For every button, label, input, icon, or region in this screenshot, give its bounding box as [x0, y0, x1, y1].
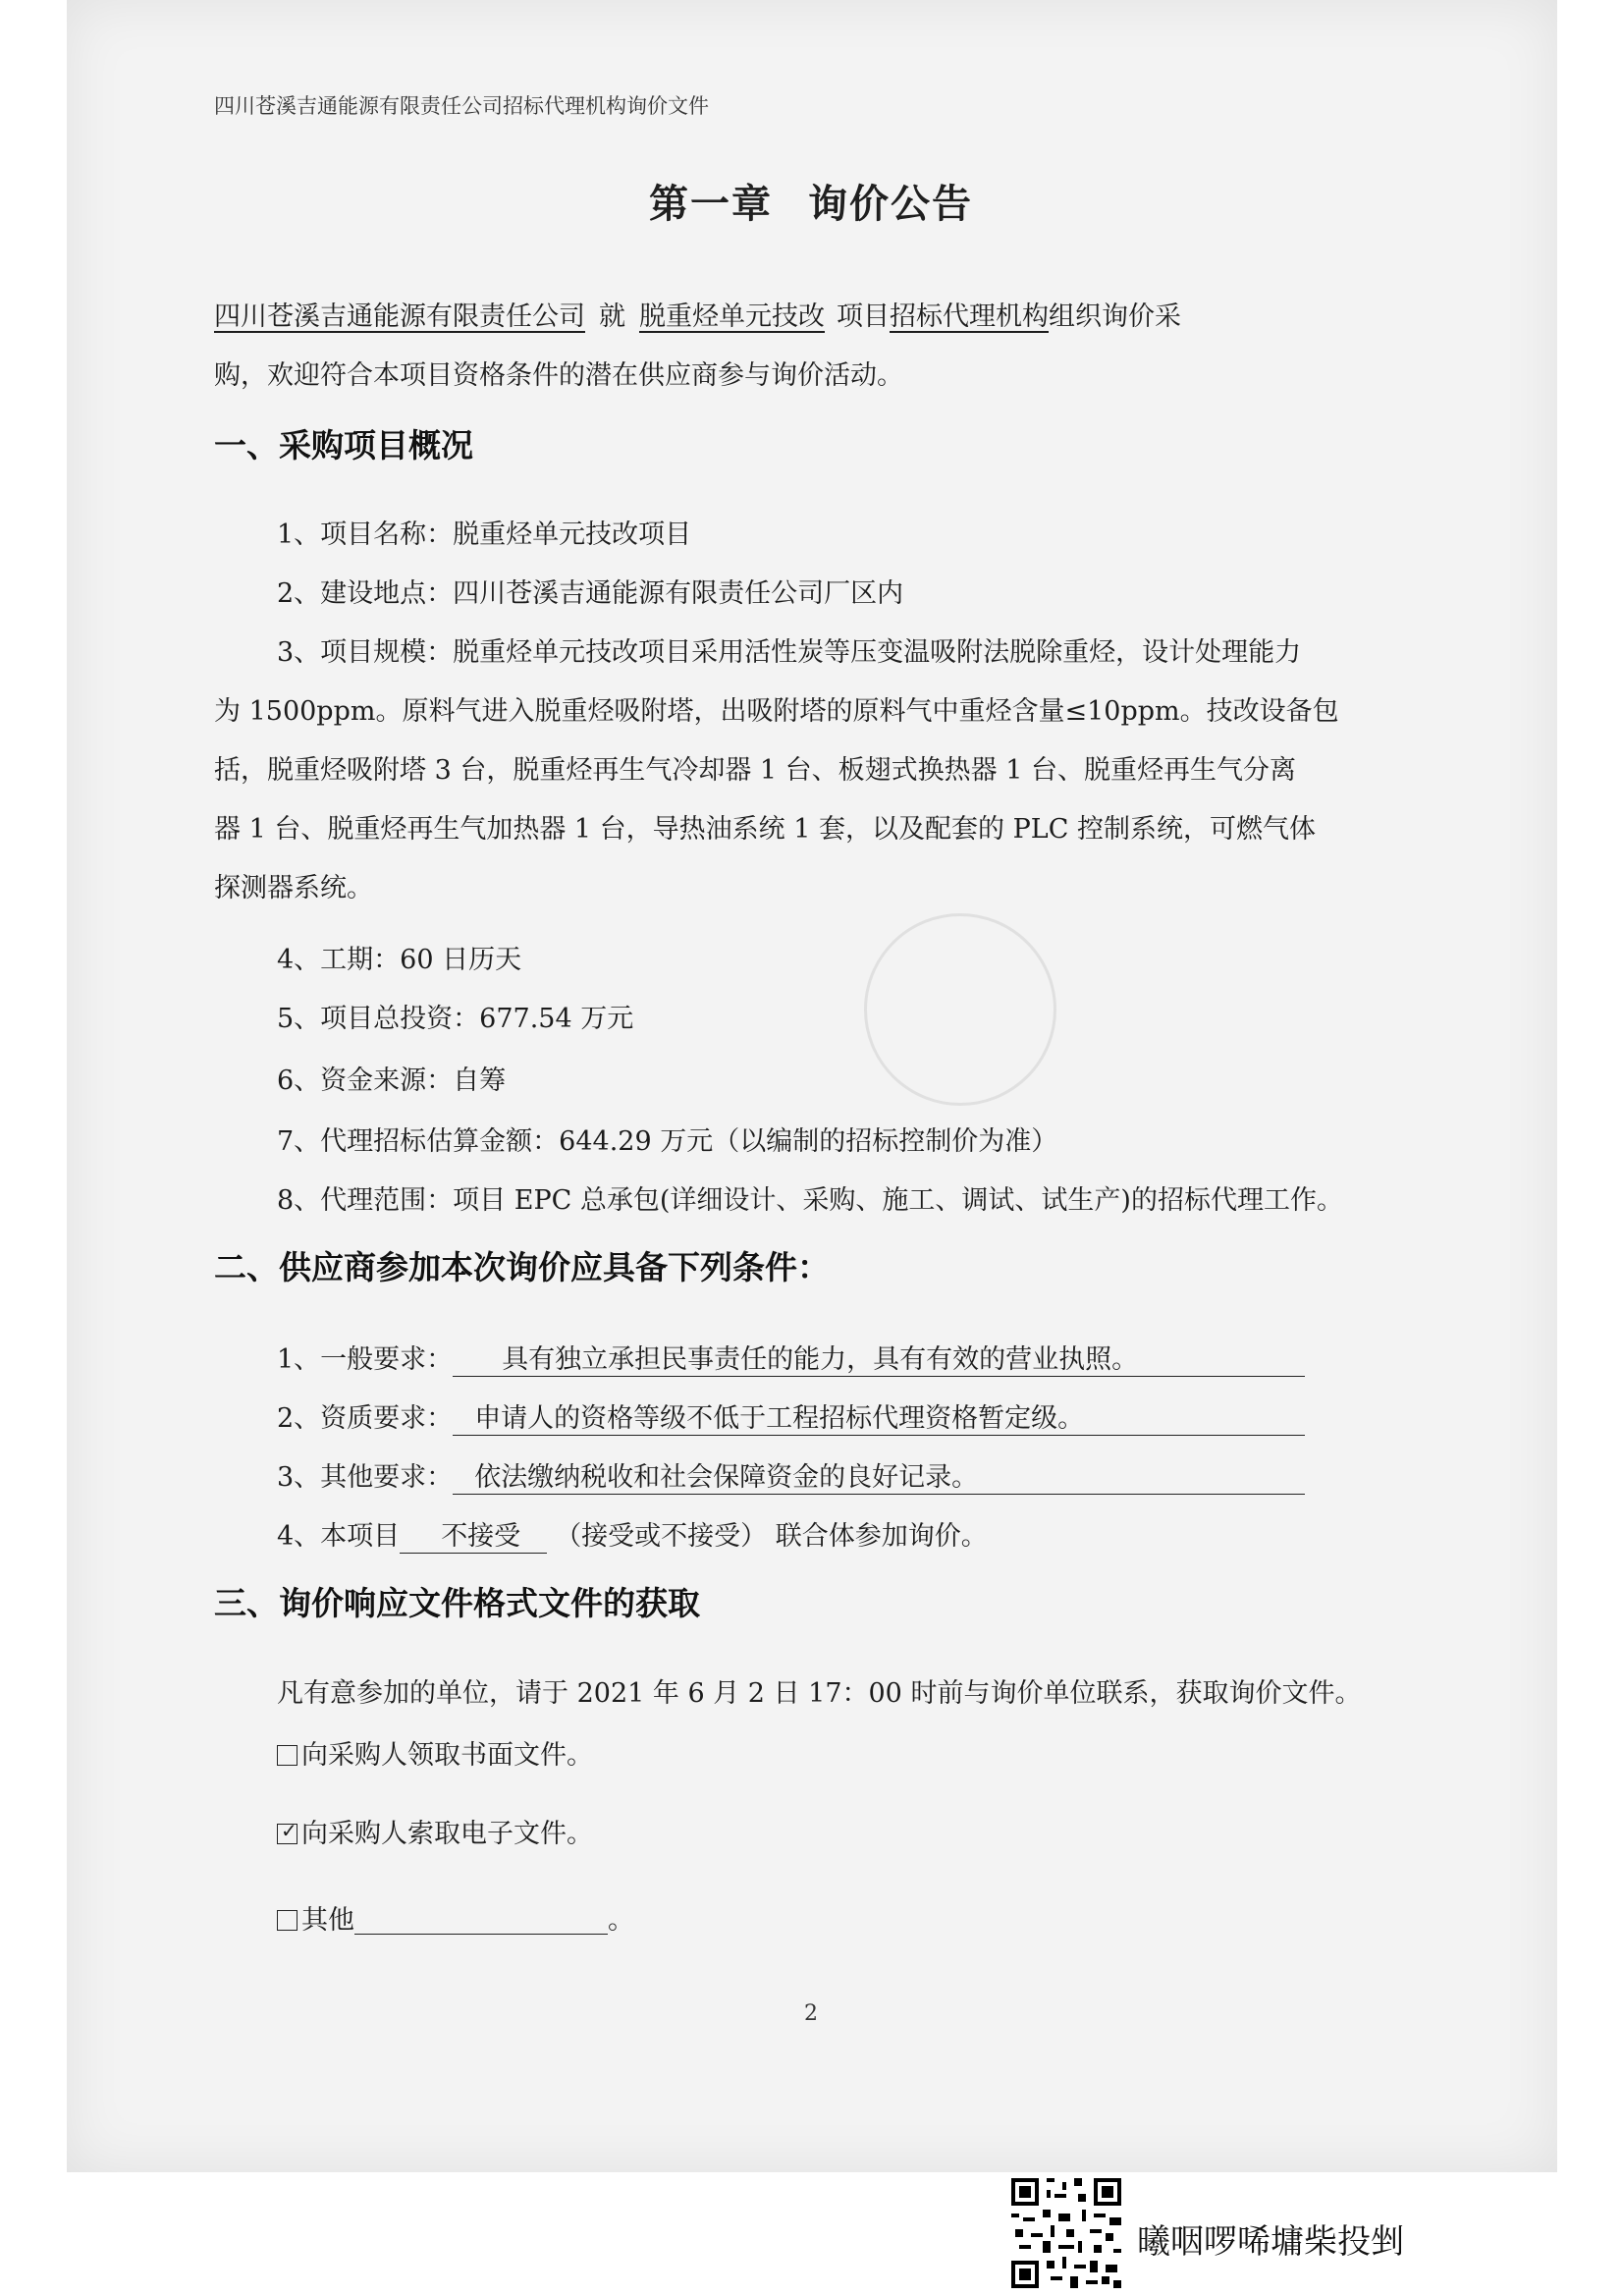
requirement-1-value: 具有独立承担民事责任的能力，具有有效的营业执照。: [453, 1338, 1305, 1377]
requirement-4-value: 不接受: [400, 1514, 547, 1554]
option-electronic-docs: ✓ 向采购人索取电子文件。: [277, 1812, 593, 1850]
other-blank-line: [354, 1904, 608, 1935]
section1-item6: 6、资金来源：自筹: [277, 1066, 507, 1096]
checkbox-unchecked-icon: [277, 1910, 297, 1931]
requirement-4: 4、本项目 不接受 （接受或不接受） 联合体参加询价。: [277, 1514, 988, 1554]
intro-agency: 招标代理机构: [890, 301, 1049, 332]
section1-item5: 5、项目总投资：677.54 万元: [277, 1004, 634, 1034]
intro-line-2: 购，欢迎符合本项目资格条件的潜在供应商参与询价活动。: [214, 360, 903, 391]
option-other: 其他 。: [277, 1898, 634, 1937]
section1-item3-line2: 为 1500ppm。原料气进入脱重烃吸附塔，出吸附塔的原料气中重烃含量≤10ppm。技改设备包: [214, 696, 1339, 727]
requirement-3-value: 依法缴纳税收和社会保障资金的良好记录。: [453, 1455, 1305, 1495]
running-header: 四川苍溪吉通能源有限责任公司招标代理机构询价文件: [214, 94, 709, 118]
section1-item8: 8、代理范围：项目 EPC 总承包(详细设计、采购、施工、调试、试生产)的招标代理工作。: [277, 1185, 1343, 1216]
section1-item3-line5: 探测器系统。: [214, 873, 373, 903]
section1-item1: 1、项目名称：脱重烃单元技改项目: [277, 519, 692, 550]
section2-heading: 二、供应商参加本次询价应具备下列条件：: [214, 1248, 830, 1286]
footer-watermark-text: 曦咽啰唏墉柴投剉: [1137, 2222, 1404, 2262]
section1-item3-line1: 3、项目规模：脱重烃单元技改项目采用活性炭等压变温吸附法脱除重烃，设计处理能力: [277, 637, 1302, 668]
section3-heading: 三、询价响应文件格式文件的获取: [214, 1584, 700, 1622]
chapter-title: 第一章 询价公告: [649, 182, 973, 227]
checkbox-unchecked-icon: [277, 1745, 297, 1766]
page-number: 2: [804, 2001, 818, 2026]
checkbox-checked-icon: ✓: [277, 1824, 297, 1844]
faded-seal-stamp: [864, 913, 1056, 1106]
requirement-1: 1、一般要求： 具有独立承担民事责任的能力，具有有效的营业执照。: [277, 1338, 1305, 1377]
intro-project: 脱重烃单元技改: [639, 301, 825, 332]
requirement-2-value: 申请人的资格等级不低于工程招标代理资格暂定级。: [453, 1396, 1305, 1436]
requirement-3: 3、其他要求： 依法缴纳税收和社会保障资金的良好记录。: [277, 1455, 1305, 1495]
option-paper-docs: 向采购人领取书面文件。: [277, 1733, 593, 1772]
section1-item2: 2、建设地点：四川苍溪吉通能源有限责任公司厂区内: [277, 578, 904, 609]
section3-line1: 凡有意参加的单位，请于 2021 年 6 月 2 日 17：00 时前与询价单位联系，获取询价文件。: [277, 1678, 1362, 1709]
section1-item4: 4、工期：60 日历天: [277, 945, 522, 975]
section1-item7: 7、代理招标估算金额：644.29 万元（以编制的招标控制价为准）: [277, 1126, 1058, 1157]
section1-heading: 一、采购项目概况: [214, 426, 473, 465]
intro-company: 四川苍溪吉通能源有限责任公司: [214, 301, 585, 332]
intro-line-1: 四川苍溪吉通能源有限责任公司 就 脱重烃单元技改 项目招标代理机构组织询价采: [214, 301, 1181, 332]
qr-code-icon: [1011, 2178, 1121, 2288]
section1-item3-line3: 括，脱重烃吸附塔 3 台，脱重烃再生气冷却器 1 台、板翅式换热器 1 台、脱重烃再生气分离: [214, 755, 1297, 786]
section1-item3-line4: 器 1 台、脱重烃再生气加热器 1 台，导热油系统 1 套，以及配套的 PLC 控制系统，可燃气体: [214, 814, 1316, 845]
requirement-2: 2、资质要求： 申请人的资格等级不低于工程招标代理资格暂定级。: [277, 1396, 1305, 1436]
